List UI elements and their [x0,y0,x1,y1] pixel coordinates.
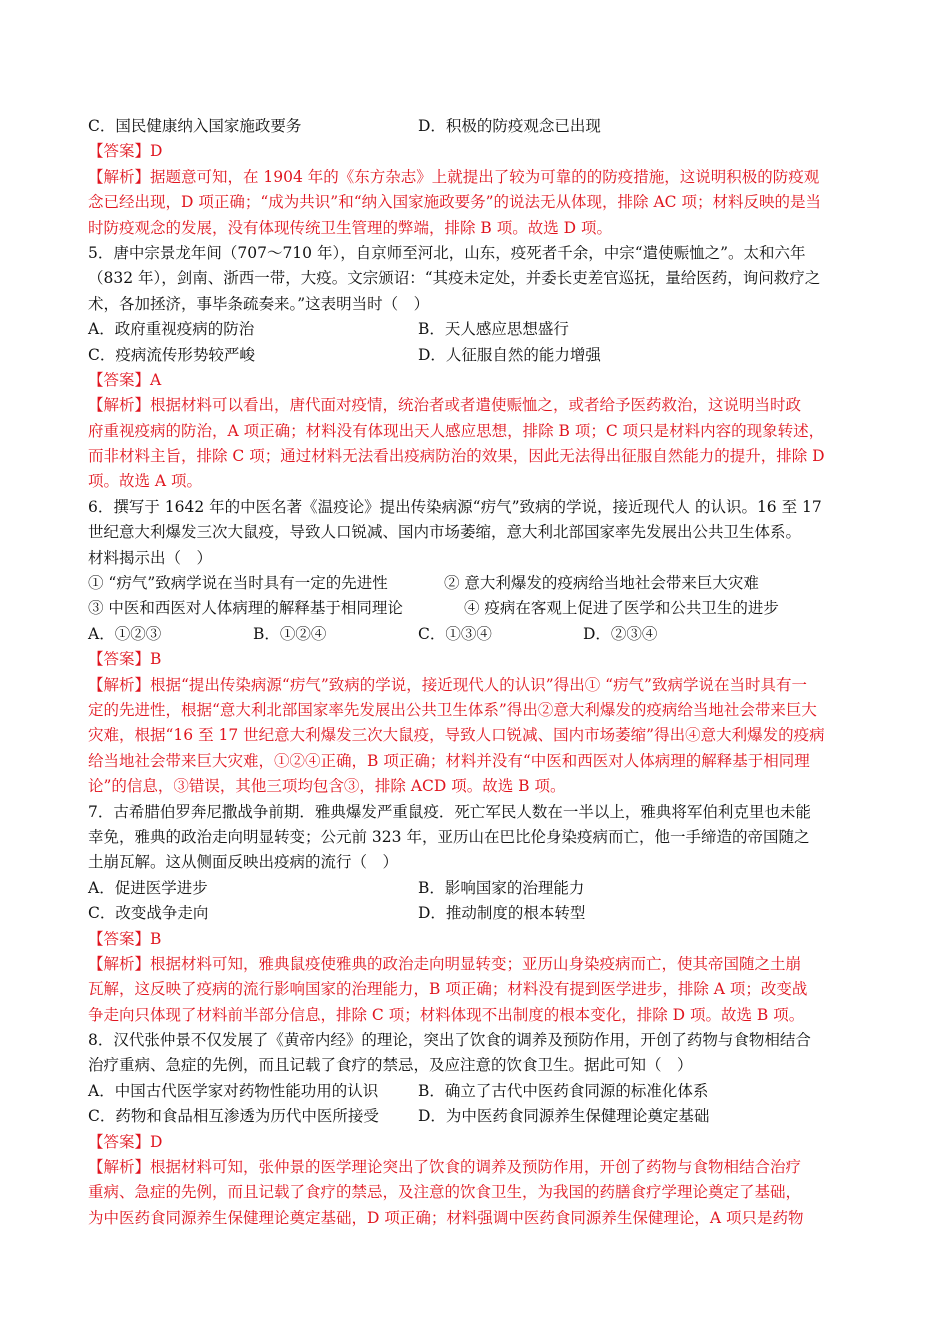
q6-explain-line: 【解析】根据“提出传染病源“疠气”致病的学说，接近现代人的认识”得出① “疠气”致病学说在当时具有一 [88,675,807,694]
q6-item-1: ① “疠气”致病学说在当时具有一定的先进性 [88,574,388,593]
q8-stem-line: 治疗重病、急症的先例，而且记载了食疗的禁忌，及应注意的饮食卫生。据此可知（ ） [88,1056,693,1075]
q7-stem-line: 幸免，雅典的政治走向明显转变；公元前 323 年，亚历山在巴比伦身染疫病而亡，他一手缔造的帝国随之 [88,827,810,846]
q6-stem-line: 世纪意大利爆发三次大鼠疫，导致人口锐减、国内市场萎缩，意大利北部国家率先发展出公共卫生体系。 [88,523,802,542]
q6-explain-line: 论”的信息，③错误，其他三项均包含③，排除 ACD 项。故选 B 项。 [88,777,566,796]
q8-stem-line: 8．汉代张仲景不仅发展了《黄帝内经》的理论，突出了饮食的调养及预防作用，开创了药物与食物相结合 [88,1031,811,1050]
q7-explain-line: 瓦解，这反映了疫病的流行影响国家的治理能力，B 项正确；材料没有提到医学进步，排除 A 项；改变战 [88,980,808,999]
q7-options-cd [88,901,874,926]
q7-explain-line: 争走向只体现了材料前半部分信息，排除 C 项；材料体现不出制度的根本变化，排除 D 项。故选 B 项。 [88,1005,805,1024]
q6-explain-line: 给当地社会带来巨大灾难，①②④正确，B 项正确；材料并没有“中医和西医对人体病理的解释基于相同理 [88,751,810,770]
q6-answer: 【答案】B [88,650,162,669]
q6-items-12 [88,571,874,596]
q8-options-cd [88,1104,874,1129]
q8-explain-line: 为中医药食同源养生保健理论奠定基础，D 项正确；材料强调中医药食同源养生保健理论，A 项只是药物 [88,1208,804,1227]
q4-option-d: D．积极的防疫观念已出现 [418,117,601,135]
q8-option-b: B．确立了古代中医药食同源的标准化体系 [418,1081,709,1100]
q6-item-2: ② 意大利爆发的疫病给当地社会带来巨大灾难 [444,574,759,593]
q7-options-ab [88,876,874,901]
q5-option-d: D．人征服自然的能力增强 [418,345,601,364]
q8-option-a: A．中国古代医学家对药物性能功用的认识 [88,1081,379,1100]
q6-option-c: C．①③④ [418,624,492,643]
q6-explain-line: 定的先进性，根据“意大利北部国家率先发展出公共卫生体系”得出②意大利爆发的疫病给当地社会带来巨大 [88,700,817,719]
q7-option-a: A．促进医学进步 [88,878,208,897]
q7-option-c: C．改变战争走向 [88,904,209,923]
q7-stem-line: 土崩瓦解。这从侧面反映出疫病的流行（ ） [88,853,399,872]
q5-explain-line: 【解析】根据材料可以看出，唐代面对疫情，统治者或者遣使赈恤之，或者给予医药救治，这说明当时政 [88,396,802,415]
q8-explain-line: 重病、急症的先例，而且记载了食疗的禁忌，及注意的饮食卫生，为我国的药膳食疗学理论奠定了基础， [88,1183,802,1202]
q5-options-cd [88,343,874,368]
q5-explain-line: 府重视疫病的防治，A 项正确；材料没有体现出天人感应思想，排除 B 项；C 项只是材料内容的现象转述， [88,421,825,440]
q4-explain-line: 时防疫观念的发展，没有体现传统卫生管理的弊端，排除 B 项。故选 D 项。 [88,218,613,237]
q5-stem-line: （832 年），剑南、浙西一带，大疫。文宗颁诏：“其疫未定处，并委长吏差官巡抚，量给医药，询问救疗之 [88,269,821,288]
q6-item-4: ④ 疫病在客观上促进了医学和公共卫生的进步 [464,599,779,618]
q6-stem-line: 材料揭示出（ ） [88,548,213,567]
q7-answer: 【答案】B [88,929,162,948]
q4-explain-line: 念已经出现，D 项正确；“成为共识”和“纳入国家施政要务”的说法无从体现，排除 AC 项；材料反映的是当 [88,193,821,212]
q8-explain-line: 【解析】根据材料可知，张仲景的医学理论突出了饮食的调养及预防作用，开创了药物与食物相结合治疗 [88,1158,802,1177]
q4-options-cd [88,114,874,139]
q6-options [88,622,874,647]
q5-stem-line: 5．唐中宗景龙年间（707～710 年），自京师至河北，山东，疫死者千余，中宗“遣使赈恤之”。太和六年 [88,243,806,262]
q7-stem-line: 7．古希腊伯罗奔尼撒战争前期．雅典爆发严重鼠疫．死亡军民人数在一半以上，雅典将军伯利克里也未能 [88,802,811,821]
q5-explain-line: 项。故选 A 项。 [88,472,203,491]
q8-option-d: D．为中医药食同源养生保健理论奠定基础 [418,1107,710,1126]
q5-option-c: C．疫病流传形势较严峻 [88,345,255,364]
q5-option-b: B．天人感应思想盛行 [418,320,569,339]
document-content [88,114,874,1231]
q6-option-a: A．①②③ [88,624,162,643]
q4-answer: 【答案】D [88,142,163,161]
q5-answer: 【答案】A [88,370,162,389]
q4-explain-line: 【解析】据题意可知，在 1904 年的《东方杂志》上就提出了较为可靠的的防疫措施，这说明积极的防疫观 [88,167,820,186]
q6-option-b: B．①②④ [253,624,327,643]
q8-answer: 【答案】D [88,1132,163,1151]
q5-option-a: A．政府重视疫病的防治 [88,320,255,339]
q5-options-ab [88,317,874,342]
q8-option-c: C．药物和食品相互渗透为历代中医所接受 [88,1107,379,1126]
q5-stem-line: 术，各加拯济，事毕条疏奏来。”这表明当时（ ） [88,294,430,313]
q6-item-3: ③ 中医和西医对人体病理的解释基于相同理论 [88,599,403,618]
q6-explain-line: 灾难，根据“16 至 17 世纪意大利爆发三次大鼠疫，导致人口锐减、国内市场萎缩”得出④意大利爆发的疫病 [88,726,825,745]
q4-option-c: C．国民健康纳入国家施政要务 [88,117,302,135]
q7-explain-line: 【解析】根据材料可知，雅典鼠疫使雅典的政治走向明显转变；亚历山身染疫病而亡，使其帝国随之土崩 [88,954,802,973]
q6-items-34 [88,596,874,621]
q7-option-b: B．影响国家的治理能力 [418,878,585,897]
q5-explain-line: 而非材料主旨，排除 C 项；通过材料无法看出疫病防治的效果，因此无法得出征服自然能力的提升，排除 D [88,447,825,466]
q7-option-d: D．推动制度的根本转型 [418,904,586,923]
q8-options-ab [88,1079,874,1104]
q6-stem-line: 6．撰写于 1642 年的中医名著《温疫论》提出传染病源“疠气”致病的学说，接近现代人 的认识。16 至 17 [88,497,822,516]
q6-option-d: D．②③④ [583,624,658,643]
